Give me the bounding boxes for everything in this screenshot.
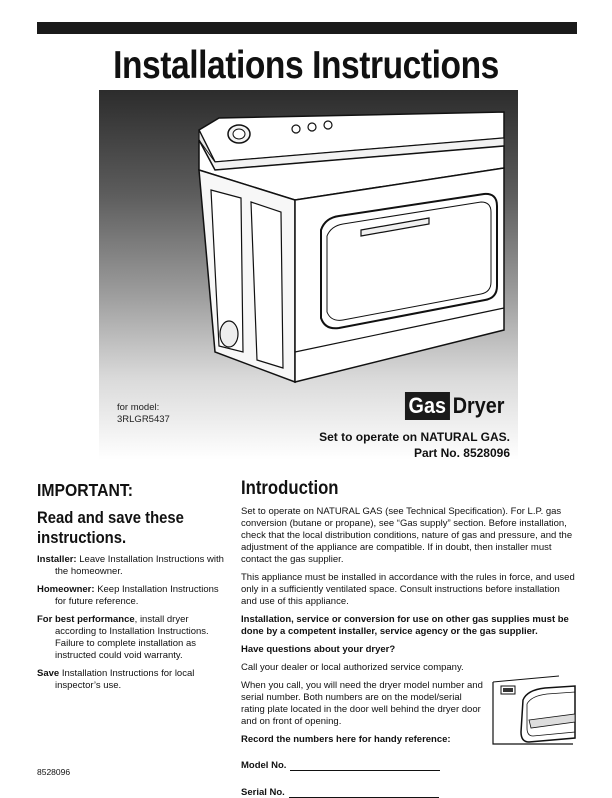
model-no-label: Model No.: [241, 760, 287, 771]
model-no-line[interactable]: [290, 760, 440, 771]
intro-paragraph: Set to operate on NATURAL GAS (see Technical Specification). For L.P. gas conversion (butane or propane), see “Gas supply” section. Before installation, check that the local distribution conditions, nature of gas and pressure, and the adjustment of the appliance are compatible. If in doubt, then installer must contact the gas supplier.: [241, 506, 573, 565]
note-installer: [37, 554, 227, 578]
questions-heading: Have questions about your dryer?: [241, 644, 396, 655]
model-number: 3RLGR5437: [117, 414, 170, 425]
important-heading: IMPORTANT:: [37, 480, 133, 500]
intro-paragraph: This appliance must be installed in accordance with the rules in force, and used only in a sufficiently ventilated space. Consult instructions before installation and use of this appliance.: [241, 572, 575, 607]
model-prefix: for model:: [117, 402, 160, 413]
introduction-heading: Introduction: [241, 478, 339, 499]
badge-gas: Gas: [405, 392, 450, 420]
note-label: Homeowner:: [37, 584, 95, 595]
important-section: [37, 480, 227, 692]
note-text: Keep Installation Instructions for future reference.: [55, 584, 219, 607]
note-label: Installer:: [37, 554, 77, 565]
badge-dryer: Dryer: [452, 393, 504, 418]
serial-no-field[interactable]: [241, 787, 575, 798]
page-title: Installations Instructions: [113, 44, 499, 87]
when-call-paragraph: When you call, you will need the dryer model number and serial number. Both numbers are on the model/serial rating plate located in the door well behind the dryer door and on front of opening.: [241, 680, 483, 727]
read-save-heading: Read and save these instructions.: [37, 509, 184, 547]
top-rule: [37, 22, 577, 34]
record-heading: Record the numbers here for handy reference:: [241, 734, 451, 745]
note-save: [37, 668, 227, 692]
warning-paragraph: Installation, service or conversion for use on other gas supplies must be done by a competent installer, service agency or the gas supplier.: [241, 614, 569, 637]
note-homeowner: [37, 584, 227, 608]
note-label: Save: [37, 668, 60, 679]
part-number: Part No. 8528096: [413, 446, 510, 460]
note-text: Leave Installation Instructions with the homeowner.: [55, 554, 224, 577]
model-no-field[interactable]: [241, 760, 575, 771]
note-label: For best performance: [37, 614, 135, 625]
call-paragraph: Call your dealer or local authorized service company.: [241, 662, 464, 673]
gas-dryer-badge: [400, 392, 510, 420]
introduction-section: [241, 478, 575, 798]
note-text: Installation Instructions for local inspector’s use.: [55, 668, 195, 691]
model-label: [117, 402, 170, 426]
hero-panel: [99, 90, 518, 460]
set-to-operate: Set to operate on NATURAL GAS.: [319, 430, 510, 444]
document-code: 8528096: [37, 767, 71, 777]
door-well-illustration: [489, 672, 579, 750]
note-text: , install dryer according to Installation Instructions. Failure to complete installation as instructed could void warranty.: [55, 614, 209, 661]
serial-no-line[interactable]: [289, 787, 439, 798]
serial-no-label: Serial No.: [241, 787, 285, 798]
note-best-performance: [37, 614, 227, 662]
